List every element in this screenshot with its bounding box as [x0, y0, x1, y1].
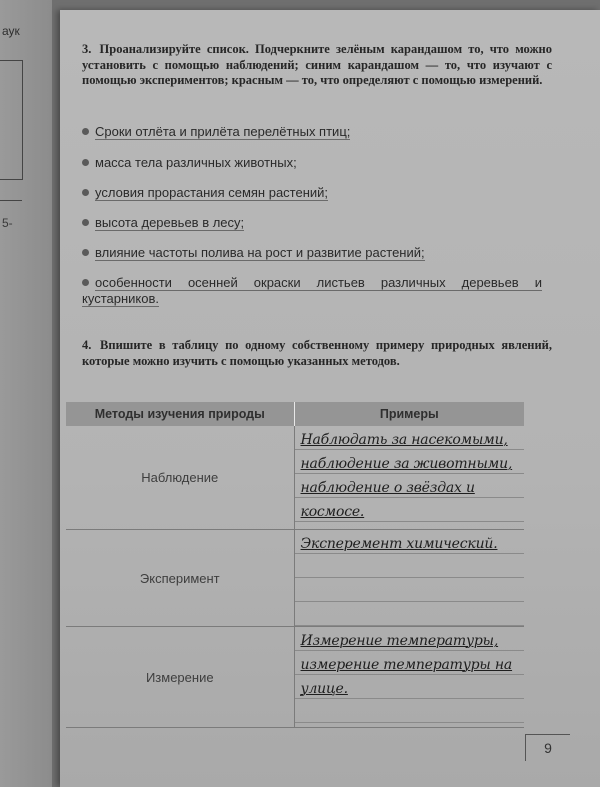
methods-table: [66, 402, 524, 728]
handwritten-answer: Измерение температуры, измерение температуры на улице.: [300, 633, 513, 697]
left-page-edge: [0, 0, 52, 787]
task-3-number: 3.: [82, 42, 92, 56]
handwritten-answer: Эксперемент химический.: [300, 536, 498, 552]
page-number: 9: [525, 734, 570, 761]
task-4-instruction: [82, 338, 552, 369]
workbook-page: [60, 10, 600, 787]
task-4-number: 4.: [82, 338, 92, 352]
left-page-rule: [0, 200, 22, 201]
list-item: Сроки отлёта и прилёта перелётных птиц;: [82, 124, 542, 140]
task-4-text: Впишите в таблицу по одному собственному примеру природных явлений, которые можно изучить с помощью указанных методов.: [82, 338, 552, 368]
header-methods: Методы изучения природы: [66, 402, 294, 426]
table-row: [66, 426, 524, 530]
bullet-icon: [82, 249, 89, 256]
method-cell: Наблюдение: [66, 426, 294, 530]
table-row: [66, 530, 524, 627]
list-item: влияние частоты полива на рост и развитие растений;: [82, 245, 542, 261]
table-row: [66, 627, 524, 728]
example-cell[interactable]: [294, 627, 524, 728]
left-page-fragment: аук: [2, 24, 20, 38]
task-3-instruction: [82, 42, 552, 89]
example-lines: [295, 627, 524, 727]
handwritten-answer: Наблюдать за насекомыми, наблюдение за животными, наблюдение о звёздах и космосе.: [300, 432, 513, 520]
method-cell: Эксперимент: [66, 530, 294, 627]
example-cell[interactable]: [294, 530, 524, 627]
example-cell[interactable]: [294, 426, 524, 530]
list-item: высота деревьев в лесу;: [82, 215, 542, 231]
header-examples: Примеры: [294, 402, 524, 426]
example-lines: [295, 426, 524, 529]
bullet-icon: [82, 128, 89, 135]
left-page-box: [0, 60, 23, 180]
bullet-icon: [82, 189, 89, 196]
example-lines: [295, 530, 524, 626]
bullet-icon: [82, 159, 89, 166]
bullet-icon: [82, 219, 89, 226]
list-item: особенности осенней окраски листьев различных деревьев и кустарников.: [82, 275, 542, 306]
table-header-row: [66, 402, 524, 426]
list-item: условия прорастания семян растений;: [82, 185, 542, 201]
bullet-icon: [82, 279, 89, 286]
method-cell: Измерение: [66, 627, 294, 728]
task-3-text: Проанализируйте список. Подчеркните зелёным карандашом то, что можно установить с помощью наблюдений; синим карандашом — то, что изучают с помощью экспериментов; красным — то, что определяют с помощью измерений.: [82, 42, 553, 87]
list-item: масса тела различных животных;: [82, 155, 542, 171]
left-page-fragment-2: 5-: [2, 216, 13, 230]
